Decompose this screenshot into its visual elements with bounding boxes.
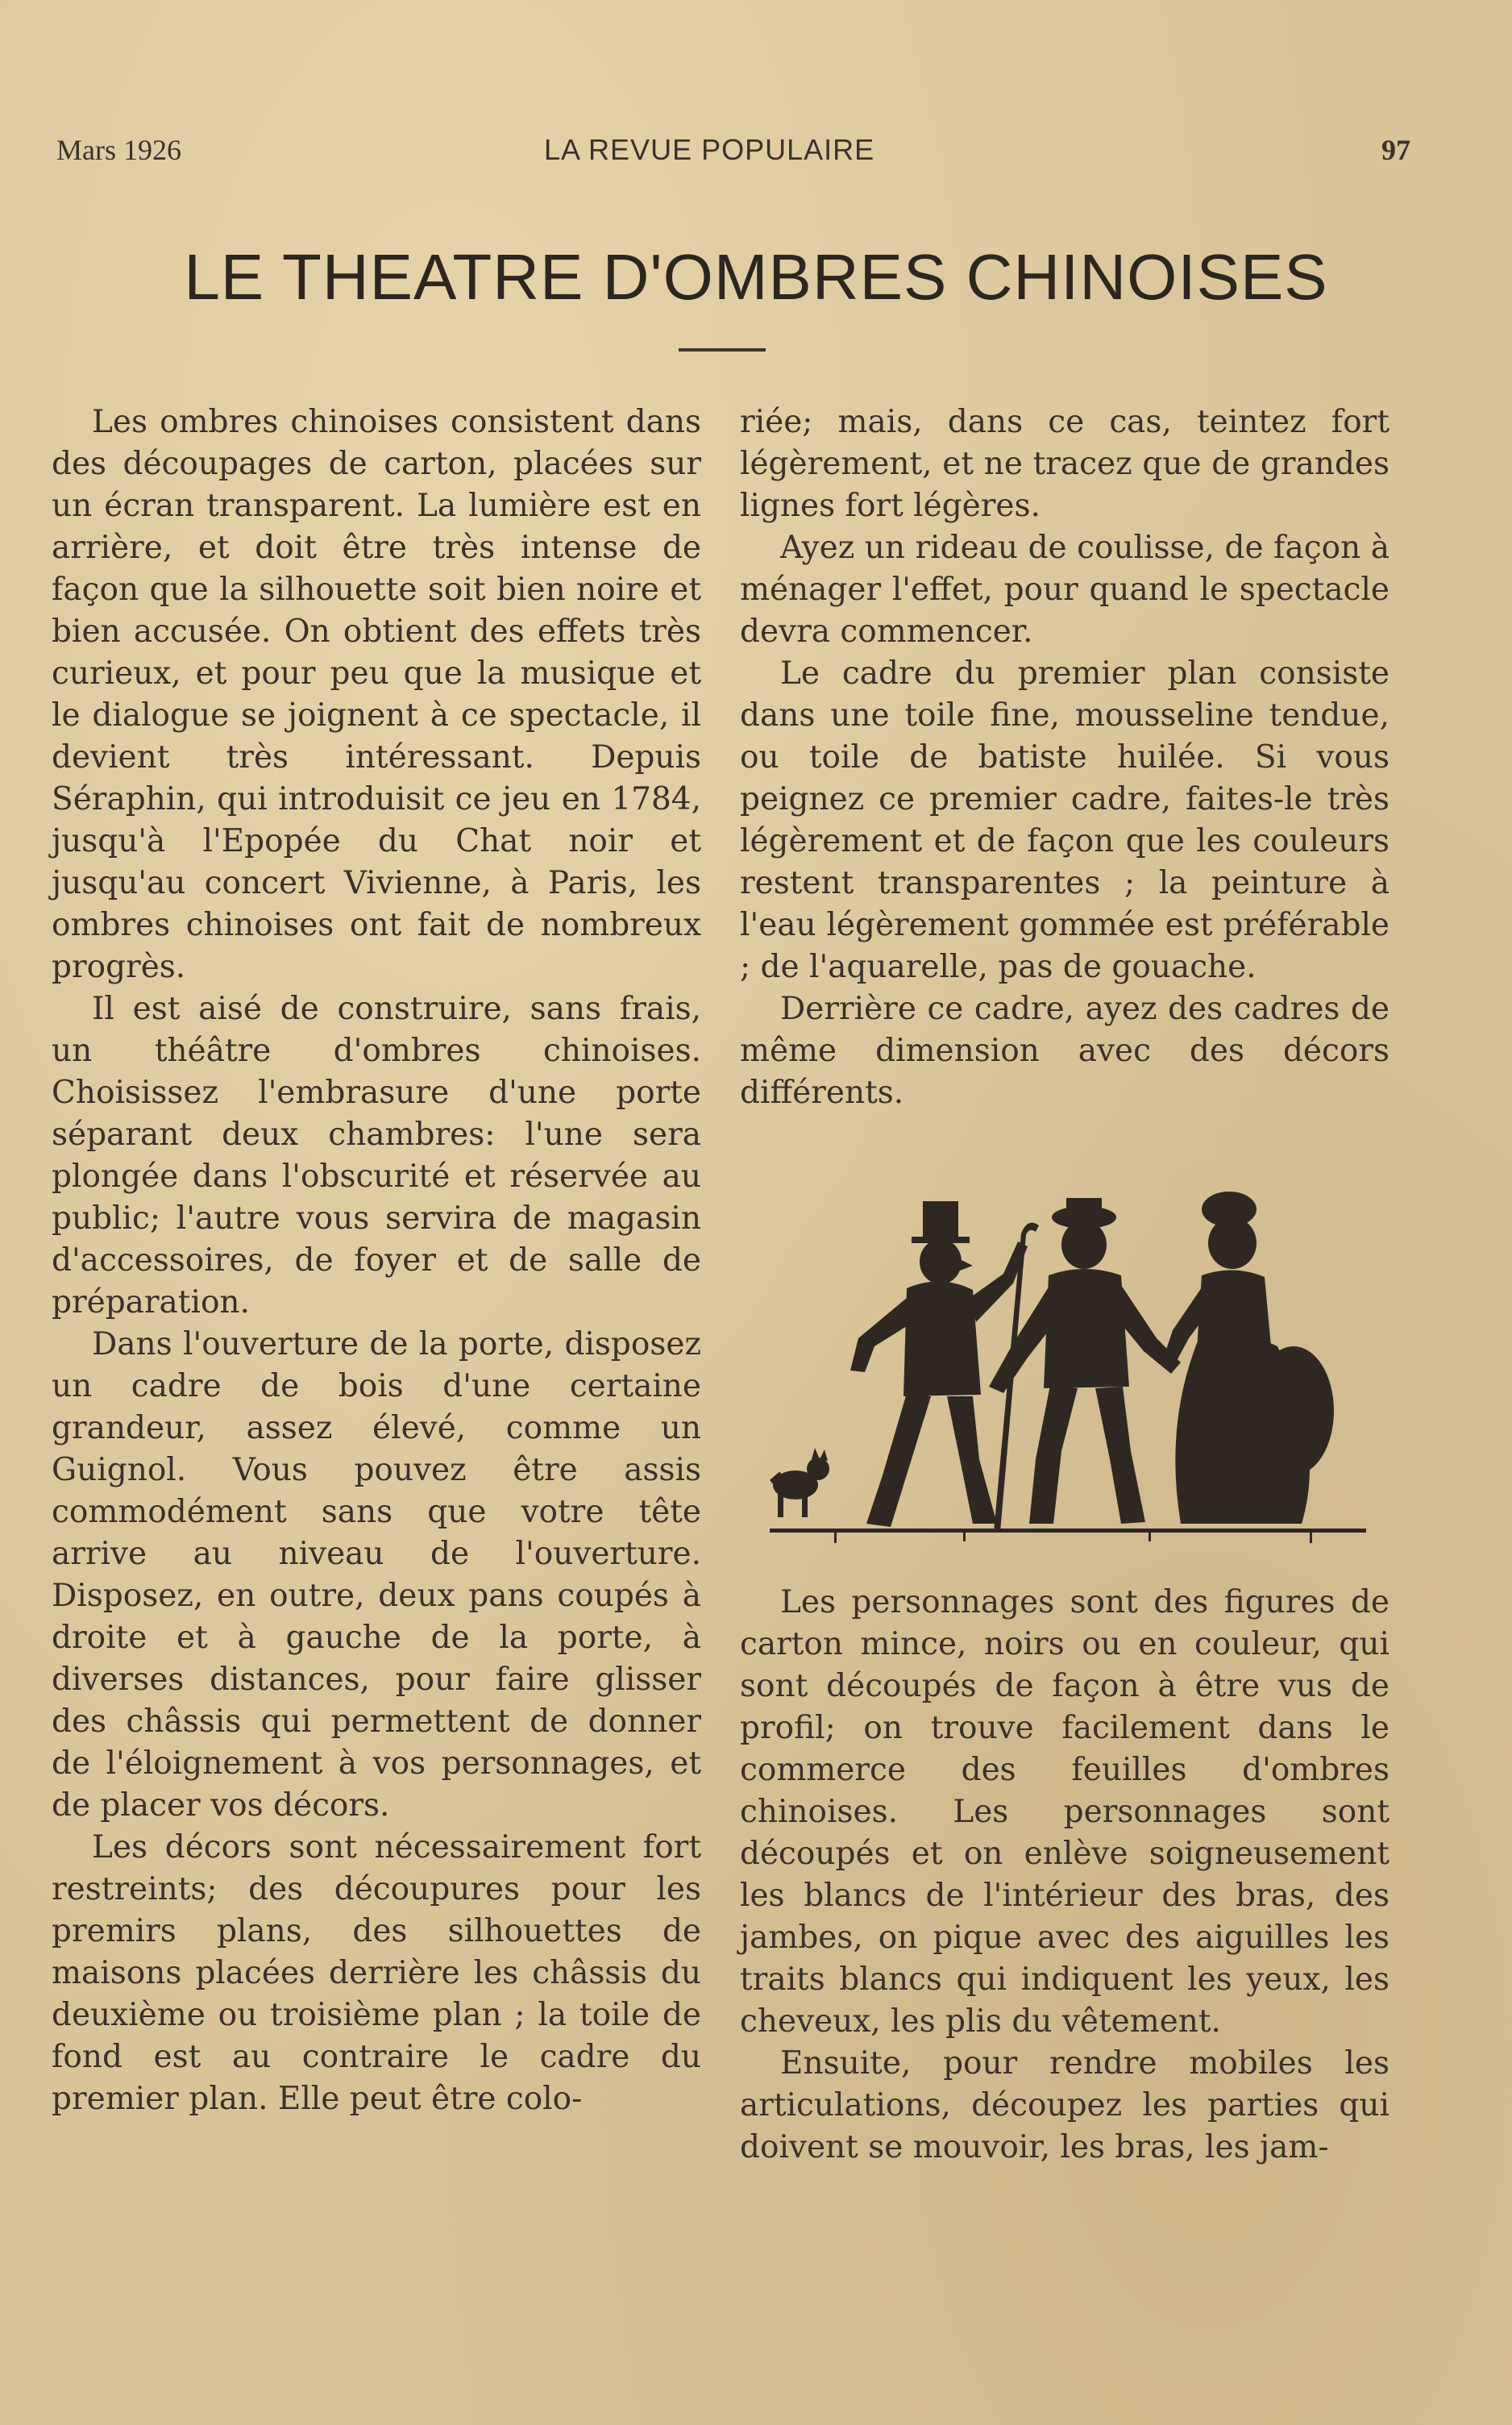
- article-title: LE THEATRE D'OMBRES CHINOISES: [184, 241, 1328, 313]
- paragraph: Les décors sont nécessairement fort restreints; des découpures pour les premirs plans, des silhouettes de maisons placées derrière les châssis du deuxième ou troisième plan ; la toile de fond est au contraire le cadre du premier plan. Elle peut être colo-: [52, 1829, 701, 2117]
- issue-date: Mars 1926: [56, 134, 181, 166]
- right-column-top: [740, 401, 1389, 1114]
- lady-silhouette: [1165, 1192, 1334, 1524]
- paragraph: Ayez un rideau de coulisse, de façon à ménager l'effet, pour quand le spectacle devra commencer.: [740, 530, 1389, 650]
- shadow-puppets-illustration: [762, 1185, 1374, 1556]
- title-divider: [679, 348, 766, 351]
- journal-name: LA REVUE POPULAIRE: [544, 133, 875, 166]
- paragraph: Derrière ce cadre, ayez des cadres de même dimension avec des décors différents.: [740, 991, 1389, 1111]
- right-column-bottom: [740, 1582, 1389, 2169]
- paragraph: Dans l'ouverture de la porte, disposez un cadre de bois d'une certaine grandeur, assez élevé, comme un Guignol. Vous pouvez être assis commodément sans que votre tête arrive au niveau de l'ouverture. Disposez, en outre, deux pans coupés à droite et à gauche de la porte, à diverses distances, pour faire glisser des châssis qui permettent de donner de l'éloignement à vos personnages, et de placer vos décors.: [52, 1326, 701, 1824]
- paragraph: riée; mais, dans ce cas, teintez fort légèrement, et ne tracez que de grandes lignes fort légères.: [740, 404, 1389, 524]
- paragraph: Ensuite, pour rendre mobiles les articulations, découpez les parties qui doivent se mouvoir, les bras, les jam-: [740, 2045, 1389, 2165]
- puppet-silhouettes: [770, 1192, 1366, 1543]
- left-column: [52, 401, 701, 2120]
- dog-silhouette: [770, 1448, 829, 1517]
- paragraph: Il est aisé de construire, sans frais, un théâtre d'ombres chinoises. Choisissez l'embrasure d'une porte séparant deux chambres: l'une sera plongée dans l'obscurité et réservée au public; l'autre vous servira de magasin d'accessoires, de foyer et de salle de préparation.: [52, 991, 701, 1321]
- page-header: [56, 133, 1410, 173]
- page-number: 97: [1381, 134, 1410, 166]
- paragraph: Les personnages sont des figures de carton mince, noirs ou en couleur, qui sont découpés de façon à être vus de profil; on trouve facilement dans le commerce des feuilles d'ombres chinoises. Les personnages sont découpés et on enlève soigneusement les blancs de l'intérieur des bras, des jambes, on pique avec des aiguilles les traits blancs qui indiquent les yeux, les cheveux, les plis du vêtement.: [740, 1584, 1389, 2040]
- paragraph: Le cadre du premier plan consiste dans une toile fine, mousseline tendue, ou toile de batiste huilée. Si vous peignez ce premier cadre, faites-le très légèrement et de façon que les couleurs restent transparentes ; la peinture à l'eau légèrement gommée est préférable ; de l'aquarelle, pas de gouache.: [740, 655, 1389, 985]
- paragraph: Les ombres chinoises consistent dans des découpages de carton, placées sur un écran transparent. La lumière est en arrière, et doit être très intense de façon que la silhouette soit bien noire et bien accusée. On obtient des effets très curieux, et pour peu que la musique et le dialogue se joignent à ce spectacle, il devient très intéressant. Depuis Séraphin, qui introduisit ce jeu en 1784, jusqu'à l'Epopée du Chat noir et jusqu'au concert Vivienne, à Paris, les ombres chinoises ont fait de nombreux progrès.: [52, 404, 701, 985]
- ground-line: [770, 1529, 1366, 1533]
